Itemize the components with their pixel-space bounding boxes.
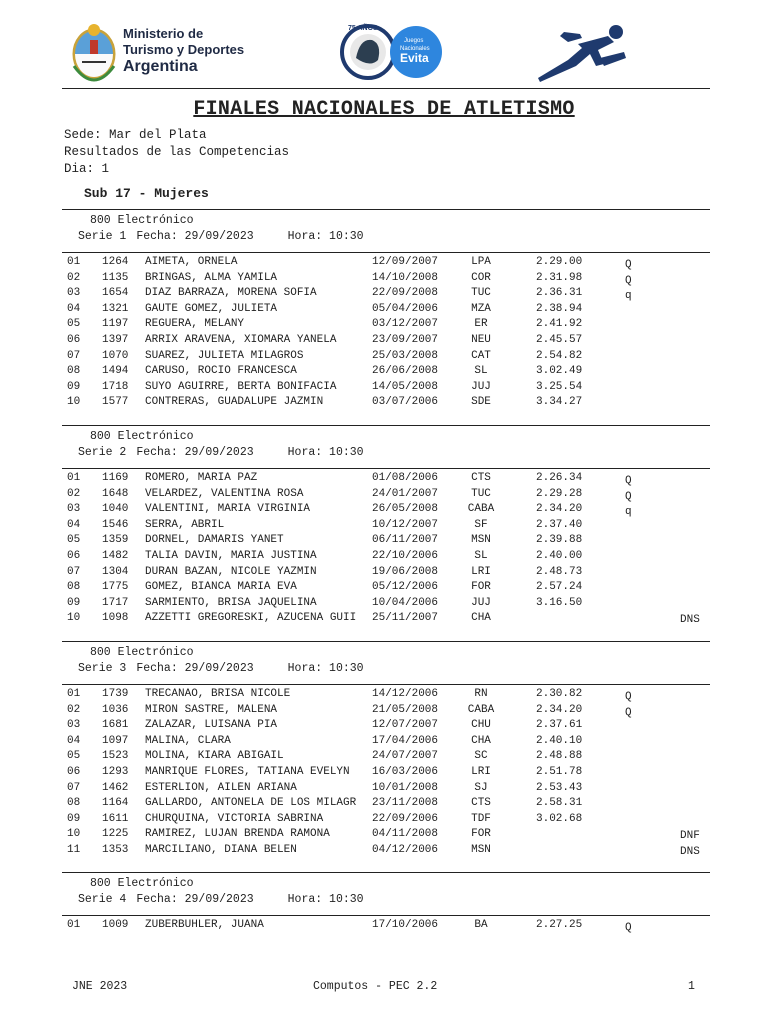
birth-date: 22/09/2006 [372,812,439,825]
qualifier: Q [625,475,632,487]
event-name: 800 Electrónico [90,214,194,227]
team: NEU [471,334,491,346]
team: SJ [474,781,488,794]
hora-label: Hora: 10:30 [287,662,364,675]
dorsal: 1397 [102,334,129,346]
athlete-name: MALINA, CLARA [145,734,231,747]
position: 10 [67,396,81,409]
birth-date: 05/12/2006 [372,581,439,594]
birth-date: 12/07/2007 [372,719,439,732]
dorsal: 1304 [102,565,129,578]
birth-date: 21/05/2008 [372,703,439,716]
position: 02 [67,487,81,500]
athlete-name: GALLARDO, ANTONELA DE LOS MILAGR [145,797,357,810]
dorsal: 1494 [102,365,129,378]
result-row [0,688,768,703]
result-row [0,287,768,302]
event-divider-header [62,684,710,685]
dorsal: 1654 [102,287,129,300]
team: JUJ [471,596,491,609]
dorsal: 1135 [102,271,129,284]
position: 04 [67,734,81,747]
result-row [0,719,768,734]
dorsal: 1225 [102,828,129,841]
birth-date: 24/07/2007 [372,750,439,763]
event-divider-header [62,468,710,469]
birth-date: 16/03/2006 [372,766,439,778]
result-row [0,272,768,287]
position: 11 [67,844,81,856]
position: 01 [67,256,81,268]
time: 2.27.25 [536,919,583,931]
position: 07 [67,565,81,578]
athlete-name: CHURQUINA, VICTORIA SABRINA [145,812,324,825]
dorsal: 1648 [102,487,129,500]
team: JUJ [471,380,491,393]
dorsal: 1775 [102,581,129,594]
qualifier: Q [625,490,632,503]
position: 07 [67,349,81,362]
team: SC [474,750,488,763]
result-row [0,334,768,349]
result-row [0,566,768,581]
athlete-name: MANRIQUE FLORES, TATIANA EVELYN [145,766,350,778]
result-row [0,704,768,719]
position: 07 [67,781,81,794]
birth-date: 22/10/2006 [372,550,439,562]
birth-date: 25/11/2007 [372,612,439,625]
runner-icon [538,22,630,84]
juegos-evita-logo [338,20,448,82]
escudo-icon [68,22,120,82]
result-row [0,396,768,411]
position: 01 [67,688,81,700]
athlete-name: BRINGAS, ALMA YAMILA [145,271,278,284]
hora-label: Hora: 10:30 [287,230,364,243]
athlete-name: SUYO AGUIRRE, BERTA BONIFACIA [145,380,337,393]
event-divider-header [62,915,710,916]
team: TDF [471,812,491,825]
result-row [0,318,768,333]
position: 02 [67,703,81,716]
time: 3.02.49 [536,365,583,378]
position: 01 [67,472,81,484]
qualifier: Q [625,259,632,271]
footer-left: JNE 2023 [72,980,128,993]
team: FOR [471,581,491,594]
athlete-name: ZALAZAR, LUISANA PIA [145,719,278,732]
ministerio-logo [68,22,251,82]
birth-date: 03/07/2006 [372,396,439,409]
qualifier: Q [625,691,632,703]
dorsal: 1097 [102,734,129,747]
birth-date: 14/12/2006 [372,688,439,700]
result-row [0,844,768,859]
time: 2.58.31 [536,797,583,810]
footer-center: Computos - PEC 2.2 [313,980,438,993]
time: 2.40.00 [536,550,583,562]
dorsal: 1070 [102,349,129,362]
team: SL [474,550,488,562]
position: 09 [67,812,81,825]
time: 2.54.82 [536,349,583,362]
time: 2.31.98 [536,271,583,284]
dorsal: 1169 [102,472,129,484]
team: COR [471,271,491,284]
team: LPA [471,256,491,268]
time: 2.30.82 [536,688,583,700]
athlete-name: DORNEL, DAMARIS YANET [145,534,284,547]
hora-label: Hora: 10:30 [287,446,364,459]
dorsal: 1009 [102,919,129,931]
athlete-name: VELARDEZ, VALENTINA ROSA [145,487,304,500]
position: 09 [67,596,81,609]
result-row [0,750,768,765]
team: MSN [471,534,491,547]
team: CAT [471,349,491,362]
qualifier: Q [625,922,632,934]
time: 2.29.00 [536,256,583,268]
position: 10 [67,612,81,625]
event-divider-top [62,872,710,873]
dorsal: 1164 [102,797,129,810]
team: FOR [471,828,491,841]
team: CHA [471,612,491,625]
birth-date: 23/09/2007 [372,334,439,346]
time: 3.16.50 [536,596,583,609]
fecha-label: Fecha: 29/09/2023 [136,446,254,459]
ministerio-line2: Turismo y Deportes [123,42,245,57]
athlete-name: DIAZ BARRAZA, MORENA SOFIA [145,287,317,300]
result-row [0,581,768,596]
team: SL [474,365,488,378]
time: 2.48.88 [536,750,583,763]
birth-date: 04/11/2008 [372,828,439,841]
dorsal: 1197 [102,318,129,331]
time: 2.36.31 [536,287,583,300]
dorsal: 1577 [102,396,129,409]
birth-date: 04/12/2006 [372,844,439,856]
dorsal: 1546 [102,518,129,531]
dorsal: 1036 [102,703,129,716]
team: CHU [471,719,491,732]
sede-label: Sede: Mar del Plata [64,128,207,142]
dorsal: 1462 [102,781,129,794]
time: 2.40.10 [536,734,583,747]
qualifier: q [625,506,632,519]
time: 2.57.24 [536,581,583,594]
athlete-name: CARUSO, ROCIO FRANCESCA [145,365,297,378]
event-name: 800 Electrónico [90,430,194,443]
result-row [0,797,768,812]
position: 08 [67,365,81,378]
birth-date: 03/12/2007 [372,318,439,331]
event-divider-top [62,209,710,210]
athlete-name: TALIA DAVIN, MARIA JUSTINA [145,550,317,562]
position: 05 [67,318,81,331]
dorsal: 1359 [102,534,129,547]
athlete-name: SUAREZ, JULIETA MILAGROS [145,349,304,362]
birth-date: 12/09/2007 [372,256,439,268]
team: LRI [471,565,491,578]
dorsal: 1681 [102,719,129,732]
dorsal: 1040 [102,503,129,516]
serie-label: Serie 4 [78,893,127,906]
team: CTS [471,797,491,810]
position: 03 [67,719,81,732]
ministerio-line1: Ministerio de [123,26,204,41]
result-row [0,782,768,797]
team: CHA [471,734,491,747]
hora-label: Hora: 10:30 [287,893,364,906]
result-row [0,597,768,612]
athlete-name: RAMIREZ, LUJÁN BRENDA RAMONA [145,828,330,841]
birth-date: 10/01/2008 [372,781,439,794]
dorsal: 1264 [102,256,129,268]
dorsal: 1717 [102,596,129,609]
athlete-name: ESTERLION, AILÉN ARIANA [145,781,297,794]
position: 10 [67,828,81,841]
category-heading: Sub 17 - Mujeres [84,186,209,201]
athlete-name: ARRIX ARAVENA, XIOMARA YANELA [145,334,337,346]
team: TUC [471,487,491,500]
position: 03 [67,503,81,516]
team: LRI [471,766,491,778]
observation: DNF [680,830,700,843]
serie-label: Serie 3 [78,662,127,675]
birth-date: 17/10/2006 [372,919,439,931]
athlete-name: VALENTINI, MARIA VIRGINIA [145,503,311,516]
team: BA [474,919,488,931]
event-info [78,446,364,459]
time: 2.45.57 [536,334,583,346]
birth-date: 23/11/2008 [372,797,439,810]
position: 04 [67,302,81,315]
runner-logo [538,22,630,84]
athlete-name: SARMIENTO, BRISA JAQUELINA [145,596,317,609]
athlete-name: GOMEZ, BIANCA MARIA EVA [145,581,297,594]
position: 06 [67,550,81,562]
athlete-name: GAUTE GOMEZ, JULIETA [145,302,278,315]
result-row [0,303,768,318]
event-name: 800 Electrónico [90,646,194,659]
team: CTS [471,472,491,484]
position: 03 [67,287,81,300]
athlete-name: DURAN BAZAN, NICOLE YAZMIN [145,565,317,578]
dorsal: 1098 [102,612,129,625]
header-divider [62,88,710,89]
birth-date: 06/11/2007 [372,534,439,547]
result-row [0,365,768,380]
dorsal: 1293 [102,766,129,778]
time: 2.38.94 [536,302,583,315]
result-row [0,503,768,518]
resultados-label: Resultados de las Competencias [64,145,290,159]
team: MZA [471,302,491,315]
svg-text:Nacionales: Nacionales [400,46,430,52]
athlete-name: MIRON SASTRE, MALENA [145,703,278,716]
team: RN [474,688,488,700]
team: TUC [471,287,491,300]
event-divider-header [62,252,710,253]
result-row [0,534,768,549]
serie-label: Serie 2 [78,446,127,459]
dorsal: 1739 [102,688,129,700]
event-divider-top [62,641,710,642]
event-info [78,230,364,243]
athlete-name: MARCILIANO, DIANA BELEN [145,844,297,856]
event-info [78,893,364,906]
team: SDE [471,396,491,409]
position: 04 [67,518,81,531]
event-info [78,662,364,675]
team: SF [474,518,488,531]
position: 05 [67,750,81,763]
time: 2.51.78 [536,766,583,778]
birth-date: 24/01/2007 [372,487,439,500]
dorsal: 1611 [102,812,129,825]
result-row [0,550,768,565]
page-number: 1 [688,980,695,993]
birth-date: 10/12/2007 [372,518,439,531]
time: 2.53.43 [536,781,583,794]
result-row [0,350,768,365]
birth-date: 05/04/2006 [372,302,439,315]
athlete-name: REGUERA, MELANY [145,318,245,331]
birth-date: 17/04/2006 [372,734,439,747]
position: 01 [67,919,81,931]
birth-date: 26/06/2008 [372,365,439,378]
event-divider-top [62,425,710,426]
team: MSN [471,844,491,856]
qualifier: Q [625,706,632,719]
result-row [0,919,768,934]
observation: DNS [680,846,700,858]
svg-text:Juegos: Juegos [404,38,424,44]
time: 3.34.27 [536,396,583,409]
fecha-label: Fecha: 29/09/2023 [136,230,254,243]
athlete-name: AZZETTI GREGORESKI, AZUCENA GUII [145,612,357,625]
position: 06 [67,766,81,778]
result-row [0,735,768,750]
birth-date: 19/06/2008 [372,565,439,578]
athlete-name: AIMETA, ORNELA [145,256,238,268]
event-name: 800 Electrónico [90,877,194,890]
position: 05 [67,534,81,547]
birth-date: 01/08/2006 [372,472,439,484]
dorsal: 1353 [102,844,129,856]
birth-date: 10/04/2006 [372,596,439,609]
result-row [0,256,768,271]
dorsal: 1718 [102,380,129,393]
time: 3.02.68 [536,812,583,825]
time: 2.41.92 [536,318,583,331]
team: ER [474,318,488,331]
position: 08 [67,581,81,594]
athlete-name: TRECANAO, BRISA NICOLE [145,688,291,700]
result-row [0,488,768,503]
time: 2.37.40 [536,518,583,531]
birth-date: 25/03/2008 [372,349,439,362]
team: CABA [467,503,495,516]
dorsal: 1482 [102,550,129,562]
birth-date: 14/05/2008 [372,380,439,393]
dorsal: 1321 [102,302,129,315]
result-row [0,766,768,781]
qualifier: Q [625,274,632,287]
observation: DNS [680,614,700,627]
fecha-label: Fecha: 29/09/2023 [136,662,254,675]
birth-date: 14/10/2008 [372,271,439,284]
position: 02 [67,271,81,284]
team: CABA [467,703,495,716]
position: 06 [67,334,81,346]
time: 2.34.20 [536,503,583,516]
ministerio-line3: Argentina [123,58,198,75]
time: 2.39.88 [536,534,583,547]
result-row [0,612,768,627]
athlete-name: ZUBERBUHLER, JUANA [145,919,264,931]
dia-label: Dia: 1 [64,162,110,176]
time: 2.29.28 [536,487,583,500]
fecha-label: Fecha: 29/09/2023 [136,893,254,906]
evita-emblem-icon [338,20,448,82]
birth-date: 22/09/2008 [372,287,439,300]
position: 09 [67,380,81,393]
position: 08 [67,797,81,810]
result-row [0,472,768,487]
time: 2.26.34 [536,472,583,484]
page-title: FINALES NACIONALES DE ATLETISMO [193,98,575,121]
result-row [0,828,768,843]
time: 3.25.54 [536,380,583,393]
time: 2.48.73 [536,565,583,578]
athlete-name: ROMERO, MARIA PAZ [145,472,258,484]
athlete-name: CONTRERAS, GUADALUPE JAZMIN [145,396,324,409]
athlete-name: SERRA, ABRIL [145,518,225,531]
svg-text:Evita: Evita [400,51,429,65]
result-row [0,519,768,534]
svg-text:75 AÑOS: 75 AÑOS [348,25,378,32]
dorsal: 1523 [102,750,129,763]
athlete-name: MOLINA, KIARA ABIGAIL [145,750,284,763]
time: 2.37.61 [536,719,583,732]
qualifier: q [625,290,632,303]
result-row [0,381,768,396]
time: 2.34.20 [536,703,583,716]
serie-label: Serie 1 [78,230,127,243]
result-row [0,813,768,828]
birth-date: 26/05/2008 [372,503,439,516]
